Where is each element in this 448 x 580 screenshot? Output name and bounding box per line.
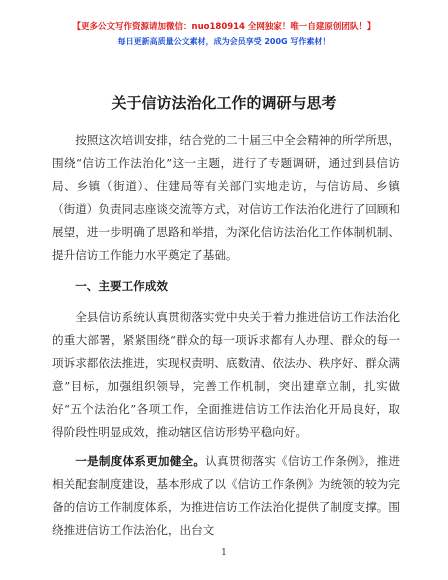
document-title: 关于信访法治化工作的调研与思考 xyxy=(111,94,337,112)
page-number: 1 xyxy=(221,548,227,558)
point-lead: 一是制度体系更加健全。 xyxy=(75,454,206,468)
section-heading: 一、主要工作成效 xyxy=(75,279,168,293)
section-paragraph: 全县信访系统认真贯彻落实党中央关于着力推进信访工作法治化的重大部署，紧紧围绕“群众的每一项诉求都有人办理、群众的每一项诉求都依法推进，实现权责明、底数清、依法办、秩序好、群众满意”目标，加强组织领导，完善工作机制，突出建章立制，扎实做好“五个法治化”各项工作，全面推进信访工作法治化开局良好，取得阶段性明显成效，推动辖区信访形势平稳向好。 xyxy=(52,310,400,439)
point-paragraph xyxy=(52,450,400,542)
intro-paragraph: 按照这次培训安排，结合党的二十届三中全会精神的所学所思，围绕“信访工作法治化”这一主题，进行了专题调研，通过到县信访局、乡镇（街道）、住建局等有关部门实地走访，与信访局、乡镇（街道）负责同志座谈交流等方式，对信访工作法治化进行了回顾和展望，进一步明确了思路和举措，为深化信访法治化工作体制机制、提升信访工作能力水平奠定了基础。 xyxy=(52,133,400,262)
document-body xyxy=(52,129,400,542)
point-text: 认真贯彻落实《信访工作条例》，推进相关配套制度建设，基本形成了以《信访工作条例》为统领的较为完备的信访工作制度体系，为推进信访工作法治化提供了制度支撑。围绕推进信访工作法治化，出台文 xyxy=(52,454,400,537)
promo-banner-red: 【更多公文写作资源请加微信：nuo180914 全网独家！唯一自建原创团队！】 xyxy=(72,22,376,32)
promo-banner-blue: 每日更新高质量公文素材，成为会员享受 200G 写作素材！ xyxy=(117,37,331,46)
